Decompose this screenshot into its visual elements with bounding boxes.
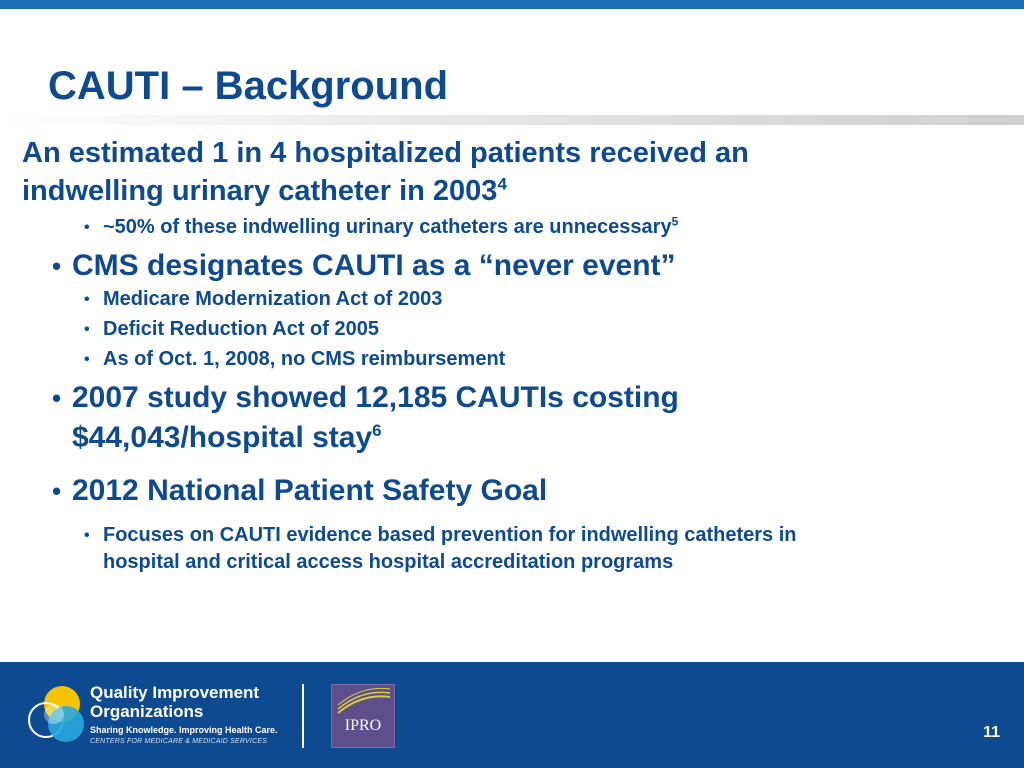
ipro-logo (331, 684, 395, 748)
cms-credit: CENTERS FOR MEDICARE & MEDICAID SERVICES (90, 738, 268, 745)
sub-bullet-reimbursement (84, 346, 914, 373)
lead-line-1: An estimated 1 in 4 hospitalized patients received an (22, 137, 749, 169)
qio-circles-icon (24, 682, 88, 748)
bullet-dot: • (84, 291, 90, 308)
ipro-swoosh-icon (332, 687, 394, 717)
bullet-dot: • (84, 351, 90, 368)
bullet-2007-study (52, 378, 812, 458)
sub-bullet-deficit (84, 316, 914, 343)
top-accent-bar (0, 0, 1024, 9)
footer-band (0, 662, 1024, 768)
bullet-text-line-1: 2007 study showed 12,185 CAUTIs costing (72, 381, 679, 414)
sub-bullet-focuses (84, 522, 914, 576)
bullet-reference: 6 (372, 421, 382, 440)
lead-statement (22, 134, 922, 210)
bullet-safety-goal (52, 471, 812, 511)
lead-line-2: indwelling urinary catheter in 2003 (22, 175, 498, 207)
ipro-label: IPRO (344, 717, 382, 734)
sub-bullet-text: Deficit Reduction Act of 2005 (103, 318, 379, 340)
bullet-dot: • (52, 383, 62, 413)
title-underline-gradient (0, 115, 1024, 125)
lead-reference: 4 (497, 174, 507, 194)
sub-bullet-medicare (84, 286, 914, 313)
page-number: 11 (983, 724, 1000, 741)
sub-bullet-text: Medicare Modernization Act of 2003 (103, 288, 443, 310)
qio-tagline: Sharing Knowledge. Improving Health Care. (90, 725, 278, 735)
bullet-cms-never-event (52, 246, 812, 286)
qio-name-line-1: Quality Improvement (90, 683, 260, 702)
bullet-dot: • (84, 321, 90, 338)
sub-bullet-text: As of Oct. 1, 2008, no CMS reimbursement (103, 348, 506, 370)
sub-bullet-unnecessary (84, 214, 914, 241)
slide-title: CAUTI – Background (48, 64, 449, 108)
bullet-dot: • (52, 476, 62, 506)
bullet-text-line-2: $44,043/hospital stay (72, 421, 373, 454)
sub-bullet-line-2: hospital and critical access hospital accreditation programs (103, 551, 674, 573)
bullet-text: CMS designates CAUTI as a “never event” (72, 249, 676, 282)
qio-name-line-2: Organizations (90, 702, 204, 721)
bullet-text: 2012 National Patient Safety Goal (72, 474, 548, 507)
sub-bullet-reference: 5 (671, 214, 679, 229)
qio-logo (16, 676, 290, 756)
bullet-dot: • (52, 251, 62, 281)
bullet-dot: • (84, 219, 90, 236)
qio-name (90, 683, 290, 721)
footer-divider (302, 684, 304, 748)
bullet-dot: • (84, 527, 90, 544)
sub-bullet-line-1: Focuses on CAUTI evidence based prevention for indwelling catheters in (103, 524, 797, 546)
sub-bullet-text: ~50% of these indwelling urinary catheters are unnecessary (103, 216, 672, 238)
